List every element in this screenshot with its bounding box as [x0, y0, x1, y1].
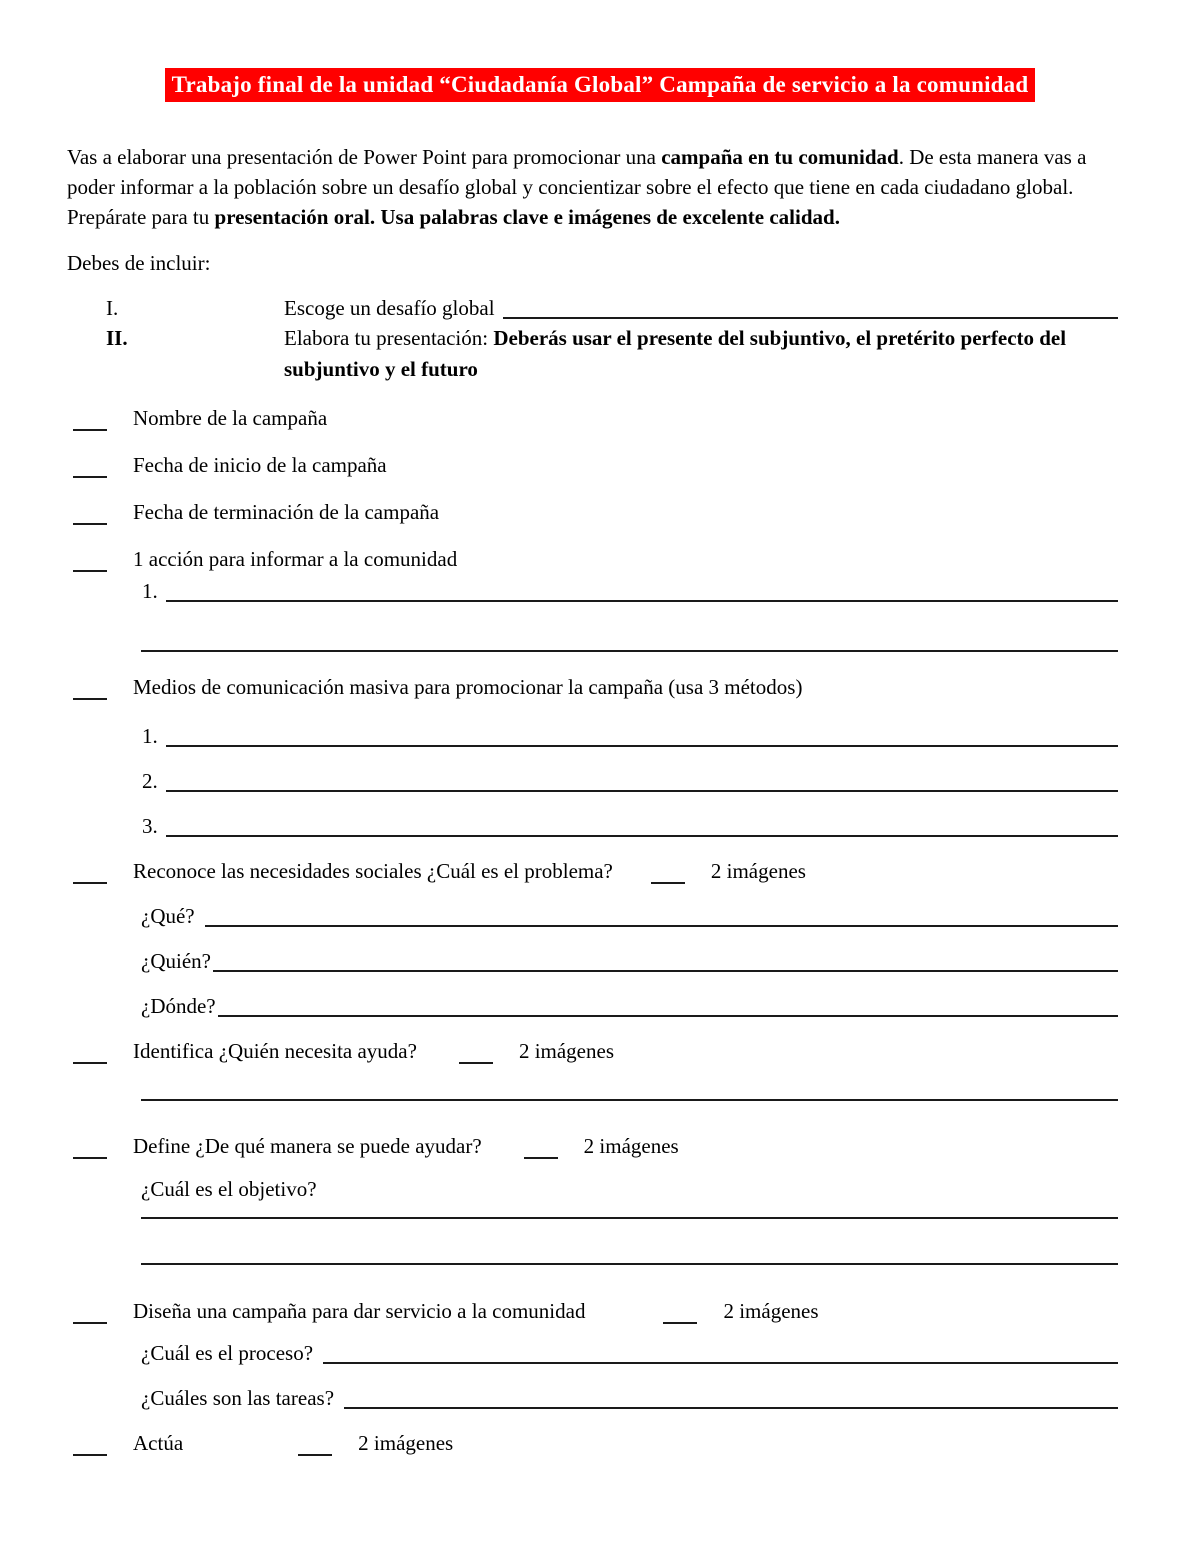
write-in-line: [218, 1015, 1118, 1017]
checklist-row-define: [0, 1131, 1200, 1161]
roman-item-2-normal: Elabora tu presentación:: [284, 326, 494, 350]
write-in-line: [213, 970, 1118, 972]
question-row-quien: [0, 946, 1200, 976]
question-label: ¿Cuál es el proceso?: [141, 1341, 314, 1365]
checklist-row-accion: [0, 544, 1200, 574]
check-blank: [73, 523, 107, 525]
answer-row-medios-2: [0, 766, 1200, 796]
roman-item-1: [0, 293, 1200, 323]
roman-numeral-1: I.: [106, 296, 119, 320]
checklist-row-nombre: [0, 403, 1200, 433]
write-in-line: [166, 835, 1118, 837]
answer-number: 3.: [142, 814, 158, 838]
write-in-line: [141, 1217, 1118, 1219]
write-in-line: [323, 1362, 1118, 1364]
answer-row-accion-1: [0, 576, 1200, 606]
images-blank: [651, 882, 685, 884]
checklist-label: Fecha de inicio de la campaña: [133, 453, 387, 477]
checklist-label: Identifica ¿Quién necesita ayuda?: [133, 1039, 417, 1063]
checklist-label: Fecha de terminación de la campaña: [133, 500, 440, 524]
question-row-que: [0, 901, 1200, 931]
images-blank: [524, 1157, 558, 1159]
intro-paragraph: [67, 142, 1108, 232]
checklist-row-fecha-inicio: [0, 450, 1200, 480]
write-in-line: [166, 745, 1118, 747]
answer-number: 2.: [142, 769, 158, 793]
images-blank: [663, 1322, 697, 1324]
checklist-label: Reconoce las necesidades sociales ¿Cuál es el problema?: [133, 859, 613, 883]
question-row-objetivo: [0, 1174, 1200, 1204]
answer-row-medios-3: [0, 811, 1200, 841]
question-label: ¿Cuál es el objetivo?: [141, 1177, 317, 1201]
write-in-line: [141, 650, 1118, 652]
check-blank: [73, 1157, 107, 1159]
roman-item-2-bold: Deberás usar el presente del subjuntivo, el pretérito perfecto del subjuntivo y el futuro: [284, 326, 1067, 381]
include-heading: Debes de incluir:: [67, 251, 211, 275]
question-label: ¿Cuáles son las tareas?: [141, 1386, 335, 1410]
write-in-line: [141, 1263, 1118, 1265]
title-bar: [0, 68, 1200, 102]
check-blank: [73, 698, 107, 700]
answer-row-medios-1: [0, 721, 1200, 751]
checklist-row-disena: [0, 1296, 1200, 1326]
checklist-label: Diseña una campaña para dar servicio a la comunidad: [133, 1299, 586, 1323]
check-blank: [73, 570, 107, 572]
intro-bold-1: campaña en tu comunidad: [661, 145, 899, 169]
write-in-line: [141, 1099, 1118, 1101]
check-blank: [73, 1454, 107, 1456]
check-blank: [73, 476, 107, 478]
check-blank: [73, 1062, 107, 1064]
images-label: 2 imágenes: [583, 1134, 679, 1158]
checklist-label: Medios de comunicación masiva para promocionar la campaña (usa 3 métodos): [133, 675, 803, 699]
checklist-row-actua: [0, 1428, 1200, 1458]
question-label: ¿Quién?: [141, 949, 211, 973]
write-in-line: [344, 1407, 1118, 1409]
intro-text-2: . De esta manera vas a poder informar a la población sobre un desafío global y concientizar sobre el efecto que tiene en cada ciudadano global. Prepárate para tu: [67, 145, 1087, 229]
intro-bold-2: presentación oral. Usa palabras clave e imágenes de excelente calidad.: [214, 205, 840, 229]
roman-numeral-2: II.: [106, 326, 128, 350]
intro-text-1: Vas a elaborar una presentación de Power Point para promocionar una: [67, 145, 662, 169]
roman-list: [0, 293, 1200, 385]
checklist-row-fecha-terminacion: [0, 497, 1200, 527]
write-in-line: [205, 925, 1118, 927]
question-row-donde: [0, 991, 1200, 1021]
checklist-row-identifica: [0, 1036, 1200, 1066]
checklist-label: Nombre de la campaña: [133, 406, 328, 430]
images-label: 2 imágenes: [518, 1039, 614, 1063]
write-in-line: [166, 600, 1118, 602]
roman-item-2: [0, 323, 1200, 385]
check-blank: [73, 429, 107, 431]
question-label: ¿Dónde?: [141, 994, 216, 1018]
question-row-proceso: [0, 1338, 1200, 1368]
check-blank: [73, 1322, 107, 1324]
images-label: 2 imágenes: [710, 859, 806, 883]
write-in-line: [166, 790, 1118, 792]
write-in-line: [503, 317, 1118, 319]
roman-item-1-label: Escoge un desafío global: [284, 296, 495, 320]
question-row-tareas: [0, 1383, 1200, 1413]
checklist-row-medios: [0, 672, 1200, 702]
images-blank: [459, 1062, 493, 1064]
checklist-label: Actúa: [133, 1431, 184, 1455]
images-blank: [298, 1454, 332, 1456]
checklist-label: 1 acción para informar a la comunidad: [133, 547, 458, 571]
answer-number: 1.: [142, 724, 158, 748]
images-label: 2 imágenes: [358, 1431, 454, 1455]
checklist-row-reconoce: [0, 856, 1200, 886]
question-label: ¿Qué?: [141, 904, 195, 928]
check-blank: [73, 882, 107, 884]
checklist-label: Define ¿De qué manera se puede ayudar?: [133, 1134, 482, 1158]
page-title: Trabajo final de la unidad “Ciudadanía Global” Campaña de servicio a la comunidad: [165, 68, 1036, 102]
images-label: 2 imágenes: [723, 1299, 819, 1323]
answer-number: 1.: [142, 579, 158, 603]
roman-item-2-label: [284, 323, 1110, 385]
